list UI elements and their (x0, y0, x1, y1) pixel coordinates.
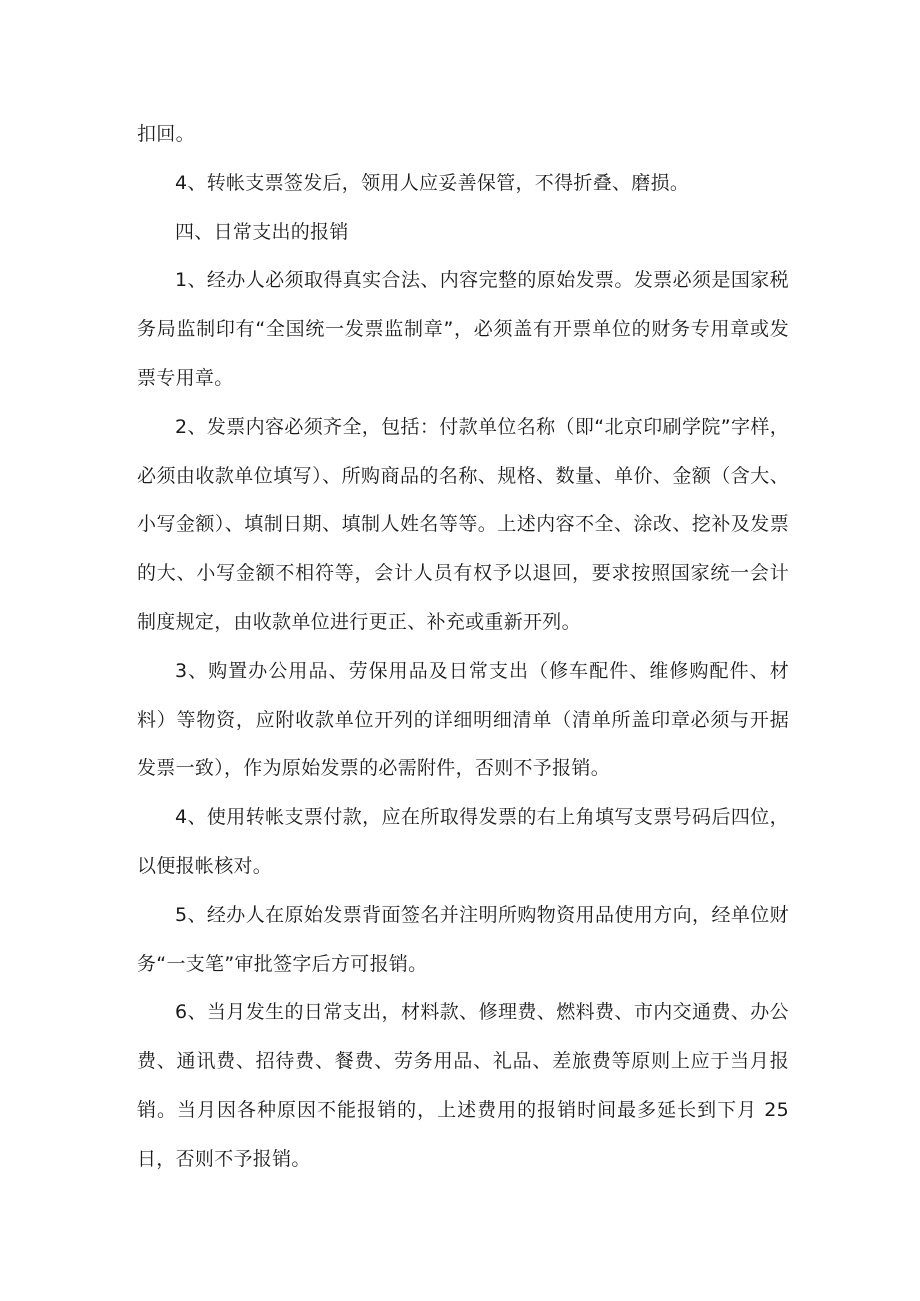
paragraph-item-4: 4、使用转帐支票付款，应在所取得发票的右上角填写支票号码后四位，以便报帐核对。 (137, 806, 789, 877)
paragraph-item-1: 1、经办人必须取得真实合法、内容完整的原始发票。发票必须是国家税务局监制印有“全国统一发票监制章”，必须盖有开票单位的财务专用章或发票专用章。 (137, 269, 789, 389)
paragraph-item-2: 2、发票内容必须齐全，包括：付款单位名称（即“北京印刷学院”字样，必须由收款单位填写）、所购商品的名称、规格、数量、单价、金额（含大、小写金额）、填制日期、填制人姓名等等。上述内容不全、涂改、挖补及发票的大、小写金额不相符等，会计人员有权予以退回，要求按照国家统一会计制度规定，由收款单位进行更正、补充或重新开列。 (137, 415, 789, 633)
document-body (137, 110, 789, 1184)
paragraph-continuation: 扣回。 (137, 123, 195, 145)
paragraph-cheque-safekeeping: 4、转帐支票签发后，领用人应妥善保管，不得折叠、磨损。 (175, 171, 690, 194)
paragraph-item-5: 5、经办人在原始发票背面签名并注明所购物资用品使用方向，经单位财务“一支笔”审批签字后方可报销。 (137, 903, 789, 975)
paragraph-item-6: 6、当月发生的日常支出，材料款、修理费、燃料费、市内交通费、办公费、通讯费、招待费、餐费、劳务用品、礼品、差旅费等原则上应于当月报销。当月因各种原因不能报销的，上述费用的报销时间最多延长到下月 25 日，否则不予报销。 (137, 1001, 789, 1170)
paragraph-item-3: 3、购置办公用品、劳保用品及日常支出（修车配件、维修购配件、材料）等物资，应附收款单位开列的详细明细清单（清单所盖印章必须与开据发票一致），作为原始发票的必需附件，否则不予报销。 (137, 659, 789, 780)
section-heading-daily-expense: 四、日常支出的报销 (175, 220, 349, 243)
